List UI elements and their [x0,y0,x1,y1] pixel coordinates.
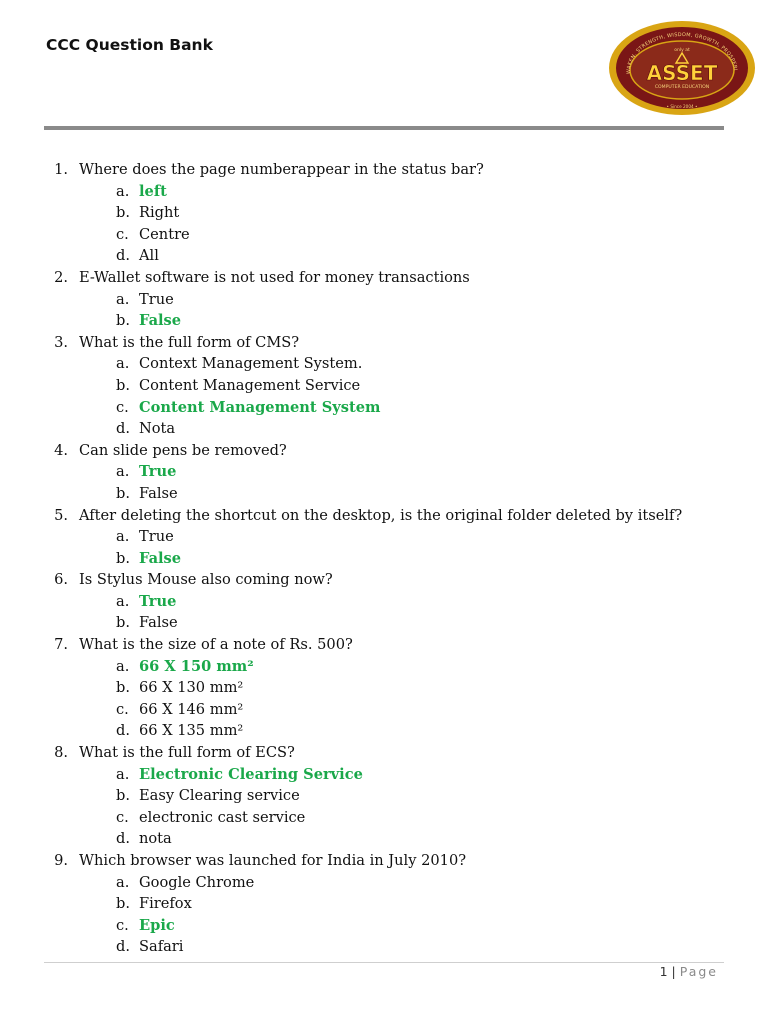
option-text: 66 X 130 mm² [139,679,244,697]
question-item [0,159,768,181]
correct-answer-option [0,764,768,786]
logo-brand: ASSET [646,61,718,85]
question-number: 8. [54,744,68,762]
option-text: Context Management System. [139,355,363,373]
option-text: False [139,614,178,632]
correct-answer-option [0,310,768,332]
option-letter: d. [116,420,130,438]
answer-option [0,720,768,742]
option-text: nota [139,830,172,848]
option-text: Content Management Service [139,376,361,394]
option-text: Centre [139,225,190,243]
question-item [0,332,768,354]
option-text: Google Chrome [139,873,255,891]
option-letter: a. [116,290,130,308]
option-text: Content Management System [139,398,381,416]
question-text: Which browser was launched for India in July 2010? [79,852,467,869]
option-letter: b. [116,376,130,394]
option-text: 66 X 135 mm² [139,722,244,740]
question-number: 6. [54,571,68,589]
option-letter: a. [116,182,130,200]
correct-answer-option [0,915,768,937]
answer-option [0,612,768,634]
question-item [0,569,768,591]
question-number: 2. [54,268,68,286]
option-text: left [139,182,167,200]
option-text: Epic [139,916,175,934]
correct-answer-option [0,656,768,678]
question-number: 7. [54,636,68,654]
option-text: Easy Clearing service [139,787,300,805]
option-text: 66 X 146 mm² [139,700,244,718]
page-number: 1 [659,964,668,979]
option-letter: d. [116,938,130,956]
question-text: Is Stylus Mouse also coming now? [79,571,333,589]
option-text: Nota [139,420,176,438]
option-letter: b. [116,484,130,502]
option-letter: b. [116,312,130,330]
logo-since: • Since 2004 • [666,104,698,109]
question-number: 9. [54,852,68,869]
option-letter: b. [116,787,130,805]
question-item [0,850,768,872]
question-text: What is the full form of ECS? [79,744,295,762]
page-label: Page [679,964,718,979]
answer-option [0,353,768,375]
question-text: What is the full form of CMS? [79,333,300,351]
question-item [0,634,768,656]
correct-answer-option [0,591,768,613]
option-letter: c. [116,916,129,934]
answer-option [0,418,768,440]
option-letter: c. [116,808,129,826]
option-letter: b. [116,549,130,567]
answer-option [0,699,768,721]
option-letter: b. [116,204,130,222]
option-letter: a. [116,592,130,610]
question-text: E-Wallet software is not used for money transactions [79,268,470,286]
option-letter: a. [116,355,130,373]
option-text: Right [139,204,180,222]
option-text: All [139,247,159,265]
option-letter: b. [116,895,130,913]
answer-option [0,936,768,958]
asset-logo [608,20,756,116]
footer-separator: | [671,964,676,979]
answer-option [0,677,768,699]
option-text: False [139,312,182,330]
question-text: Where does the page numberappear in the status bar? [79,161,484,178]
option-letter: d. [116,722,130,740]
answer-option [0,289,768,311]
option-text: True [139,290,174,308]
option-text: True [139,463,177,481]
option-letter: c. [116,398,129,416]
page-title: CCC Question Bank [46,36,213,54]
answer-option [0,526,768,548]
question-item [0,440,768,462]
question-number: 1. [54,161,68,178]
correct-answer-option [0,397,768,419]
answer-option [0,828,768,850]
option-letter: b. [116,679,130,697]
question-text: Can slide pens be removed? [79,441,287,459]
question-item [0,742,768,764]
option-letter: c. [116,225,129,243]
correct-answer-option [0,548,768,570]
logo-subtitle: COMPUTER EDUCATION [654,85,710,90]
page-footer [660,964,718,979]
option-letter: a. [116,657,130,675]
answer-option [0,893,768,915]
option-letter: a. [116,873,130,891]
logo-arc-text: WAKEN, STRENGTH, WISDOM, GROWTH, PROSPERI [625,31,738,75]
answer-option [0,245,768,267]
question-text: After deleting the shortcut on the desktop, is the original folder deleted by itself? [79,506,683,524]
answer-option [0,224,768,246]
answer-option [0,872,768,894]
option-text: True [139,528,174,546]
question-number: 4. [54,441,68,459]
option-text: 66 X 150 mm² [139,657,254,675]
answer-option [0,375,768,397]
option-text: True [139,592,177,610]
option-text: Safari [139,938,184,956]
option-text: False [139,549,182,567]
option-letter: a. [116,463,130,481]
option-letter: c. [116,700,129,718]
correct-answer-option [0,461,768,483]
question-number: 3. [54,333,68,351]
answer-option [0,807,768,829]
footer-divider [44,962,724,963]
option-text: Firefox [139,895,192,913]
option-text: electronic cast service [139,808,306,826]
answer-option [0,483,768,505]
option-letter: a. [116,528,130,546]
question-item [0,267,768,289]
correct-answer-option [0,181,768,203]
question-number: 5. [54,506,68,524]
option-letter: a. [116,765,130,783]
option-letter: d. [116,247,130,265]
header-divider [44,126,724,130]
option-letter: b. [116,614,130,632]
option-text: Electronic Clearing Service [139,765,363,783]
question-item [0,505,768,527]
question-list [0,159,768,958]
question-text: What is the size of a note of Rs. 500? [79,636,353,654]
answer-option [0,202,768,224]
logo-small-text: only at [674,48,690,53]
option-text: False [139,484,178,502]
option-letter: d. [116,830,130,848]
answer-option [0,785,768,807]
